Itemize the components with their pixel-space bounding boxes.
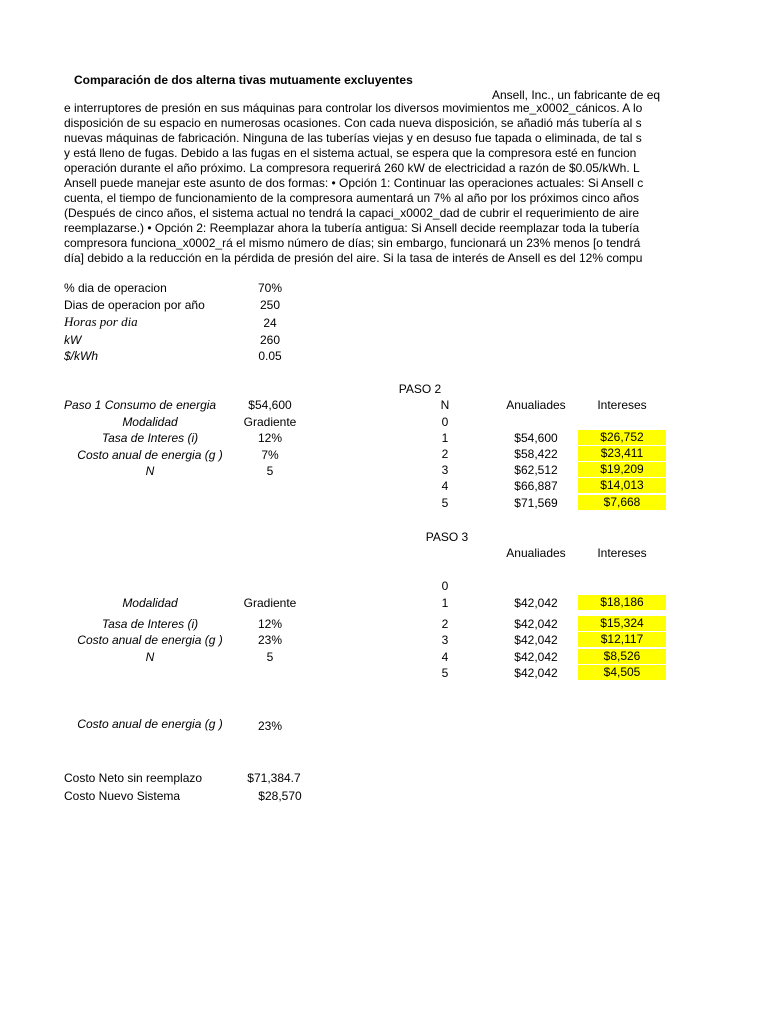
- intro-first-line: Ansell, Inc., un fabricante de eq: [492, 88, 661, 102]
- paso1-row-label: Modalidad: [122, 415, 178, 429]
- paso2-n: 5: [441, 496, 449, 510]
- paso2-interes: $23,411: [578, 446, 666, 461]
- paso1-row-value: 12%: [257, 431, 283, 445]
- paso2-n: 4: [441, 479, 449, 493]
- paso3-interes: $18,186: [578, 595, 666, 610]
- paso3-anualidad: $42,042: [514, 650, 558, 664]
- paso3-col-anual: Anualiades: [506, 546, 566, 560]
- paso3-row-label: Tasa de Interes (i): [101, 617, 199, 631]
- paso1-value: $54,600: [248, 398, 292, 412]
- paso1-row-label: Tasa de Interes (i): [101, 431, 199, 445]
- paso3-title: PASO 3: [425, 530, 469, 544]
- paso3-interes: $4,505: [578, 665, 666, 680]
- paragraph-line: disposición de su espacio en numerosas ocasiones. Con cada nueva disposición, se añadió más tubería al s: [64, 116, 642, 130]
- paragraph-line: y está lleno de fugas. Debido a las fugas en el sistema actual, se espera que la compresora esté en funcion: [64, 146, 637, 160]
- param-label: % dia de operacion: [64, 281, 167, 295]
- paso3-interes: $15,324: [578, 616, 666, 631]
- paso2-n: 3: [441, 463, 449, 477]
- paso2-anualidad: $66,887: [514, 479, 558, 493]
- paso2-anualidad: $62,512: [514, 463, 558, 477]
- paso2-interes: $19,209: [578, 462, 666, 477]
- param-label: kW: [64, 333, 82, 347]
- summary-value: $28,570: [258, 789, 302, 803]
- paso3-interes: $8,526: [578, 649, 666, 664]
- paso3-row-label: Modalidad: [122, 596, 178, 610]
- paso3-interes: $12,117: [578, 632, 666, 647]
- paragraph-line: día] debido a la reducción en la pérdida de presión del aire. Si la tasa de interés de Ansell es del 12% compu: [64, 251, 643, 265]
- paso2-anualidad: $54,600: [514, 431, 558, 445]
- param-value: 250: [259, 298, 281, 312]
- paragraph-line: cuenta, el tiempo de funcionamiento de la compresora aumentará un 7% al año por los próximos cinco años: [64, 191, 639, 205]
- paso1-row-label: N: [145, 464, 155, 478]
- paso1-row-value: 7%: [261, 448, 279, 462]
- paso3-n: 4: [441, 650, 449, 664]
- param-value: 24: [263, 316, 277, 330]
- costo-anual-value: 23%: [257, 719, 283, 733]
- paso2-interes: $26,752: [578, 430, 666, 445]
- param-label: Dias de operacion por año: [64, 298, 205, 312]
- paso3-anualidad: $42,042: [514, 617, 558, 631]
- summary-label: Costo Neto sin reemplazo: [64, 771, 203, 785]
- paso3-col-intereses: Intereses: [597, 546, 647, 560]
- param-label: Horas por dia: [64, 314, 138, 329]
- paso3-n: 3: [441, 633, 449, 647]
- document-title: Comparación de dos alterna tivas mutuamente excluyentes: [74, 73, 413, 87]
- paragraph-line: (Después de cinco años, el sistema actual no tendrá la capaci_x0002_dad de cubrir el requerimiento de aire: [64, 206, 640, 220]
- costo-anual-label: Costo anual de energia (g ): [77, 717, 223, 731]
- paragraph-line: nuevas máquinas de fabricación. Ninguna de las tuberías viejas y en desuso fue tapada o eliminada, de tal s: [64, 131, 642, 145]
- paso2-col-anual: Anualiades: [506, 398, 566, 412]
- paso3-anualidad: $42,042: [514, 666, 558, 680]
- summary-label: Costo Nuevo Sistema: [64, 789, 181, 803]
- paso2-interes: $14,013: [578, 478, 666, 493]
- paso3-row-value: 12%: [257, 617, 283, 631]
- paso2-n: 2: [441, 447, 449, 461]
- param-value: 260: [259, 333, 281, 347]
- paso2-anualidad: $58,422: [514, 447, 558, 461]
- paso3-row-value: 5: [266, 650, 274, 664]
- paso1-label: Paso 1 Consumo de energia: [64, 398, 217, 412]
- param-label: $/kWh: [64, 349, 99, 363]
- paso3-n: 2: [441, 617, 449, 631]
- param-value: 0.05: [258, 349, 282, 363]
- paso3-anualidad: $42,042: [514, 596, 558, 610]
- paso3-row-value: Gradiente: [243, 596, 297, 610]
- paso3-n: 5: [441, 666, 449, 680]
- paso2-interes: $7,668: [578, 495, 666, 510]
- paso2-n: 1: [441, 431, 449, 445]
- paragraph-line: operación durante el año próximo. La compresora requerirá 260 kW de electricidad a razón de $0.05/kWh. L: [64, 161, 640, 175]
- paso3-row-value: 23%: [257, 633, 283, 647]
- paragraph-line: compresora funciona_x0002_rá el mismo número de días; sin embargo, funcionará un 23% menos [o tendrá: [64, 236, 641, 250]
- paso3-anualidad: $42,042: [514, 633, 558, 647]
- paso3-n: 1: [441, 596, 449, 610]
- paso1-row-value: 5: [266, 464, 274, 478]
- paragraph-line: Ansell puede manejar este asunto de dos formas: • Opción 1: Continuar las operaciones actuales: Si Ansell c: [64, 176, 644, 190]
- param-value: 70%: [257, 281, 283, 295]
- paragraph-line: e interruptores de presión en sus máquinas para controlar los diversos movimientos me_x0002_cánicos. A lo: [64, 101, 643, 115]
- paso2-col-n: N: [440, 398, 450, 412]
- paso3-n: 0: [441, 579, 449, 593]
- paragraph-line: reemplazarse.) • Opción 2: Reemplazar ahora la tubería antigua: Si Ansell decide reemplazar toda la tubería: [64, 221, 640, 235]
- paso2-title: PASO 2: [398, 382, 442, 396]
- paso2-anualidad: $71,569: [514, 496, 558, 510]
- paso2-col-intereses: Intereses: [597, 398, 647, 412]
- paso3-row-label: Costo anual de energia (g ): [77, 633, 223, 647]
- paso1-row-label: Costo anual de energia (g ): [77, 448, 223, 462]
- paso3-row-label: N: [145, 650, 155, 664]
- summary-value: $71,384.7: [247, 771, 301, 785]
- paso2-n: 0: [441, 415, 449, 429]
- paso1-row-value: Gradiente: [243, 415, 297, 429]
